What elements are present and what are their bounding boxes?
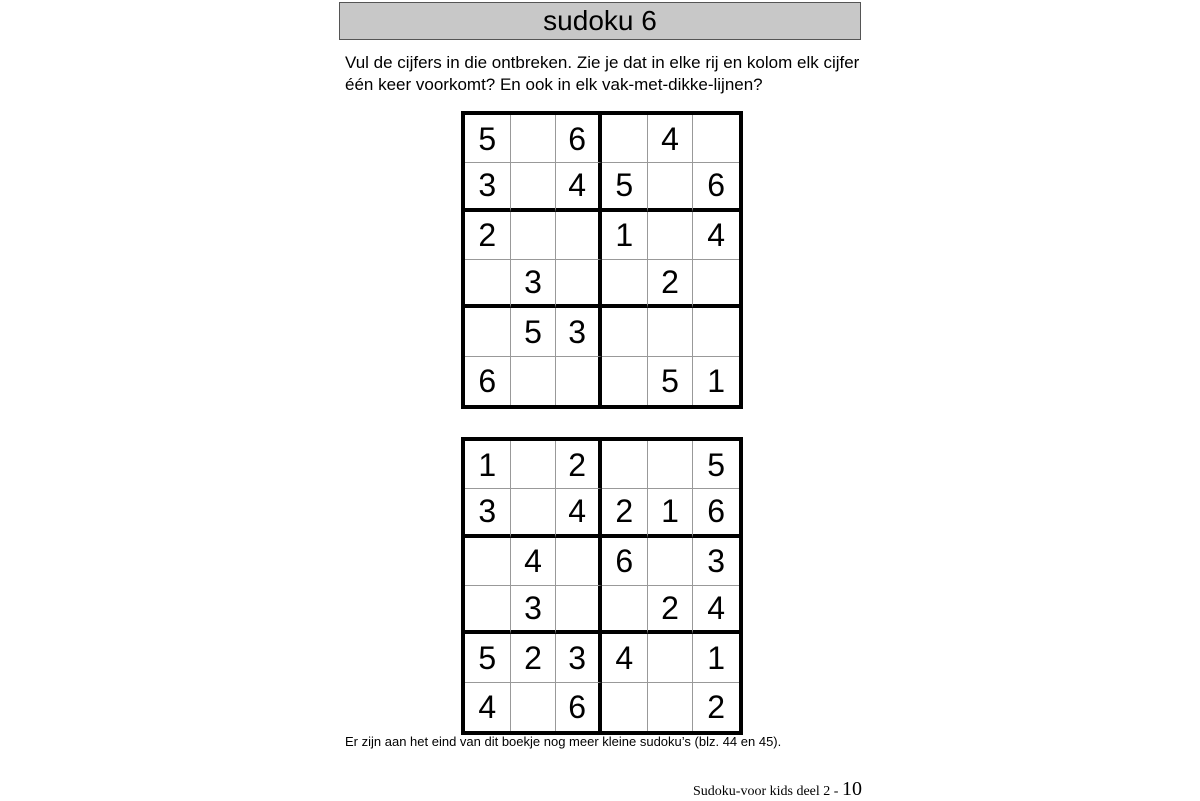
- sudoku-cell[interactable]: [556, 260, 602, 308]
- sudoku-cell[interactable]: 3: [693, 538, 739, 586]
- sudoku-cell[interactable]: [693, 308, 739, 356]
- sudoku-cell[interactable]: [602, 260, 648, 308]
- sudoku-cell[interactable]: 3: [511, 260, 557, 308]
- sudoku-cell[interactable]: 5: [693, 441, 739, 489]
- sudoku-cell[interactable]: [602, 683, 648, 731]
- sudoku-cell[interactable]: [511, 115, 557, 163]
- sudoku-cell[interactable]: 3: [556, 308, 602, 356]
- sudoku-cell[interactable]: [693, 115, 739, 163]
- page-number: 10: [841, 778, 862, 800]
- sudoku-cell[interactable]: 4: [556, 163, 602, 211]
- sudoku-cell[interactable]: 5: [465, 115, 511, 163]
- sudoku-cell[interactable]: 1: [693, 634, 739, 682]
- sudoku-cell[interactable]: 6: [693, 163, 739, 211]
- sudoku-cell[interactable]: 5: [602, 163, 648, 211]
- sudoku-cell[interactable]: [602, 357, 648, 405]
- sudoku-cell[interactable]: 6: [693, 489, 739, 537]
- sudoku-cell[interactable]: [511, 163, 557, 211]
- page-title: [339, 2, 861, 40]
- sudoku-cell[interactable]: 5: [465, 634, 511, 682]
- sudoku-cell[interactable]: [648, 308, 694, 356]
- sudoku-cell[interactable]: 4: [556, 489, 602, 537]
- sudoku-cell[interactable]: [465, 308, 511, 356]
- sudoku-cell[interactable]: [602, 308, 648, 356]
- sudoku-cell[interactable]: [648, 441, 694, 489]
- sudoku-cell[interactable]: 2: [465, 212, 511, 260]
- sudoku-cell[interactable]: 2: [648, 586, 694, 634]
- sudoku-cell[interactable]: 2: [648, 260, 694, 308]
- sudoku-cell[interactable]: [556, 212, 602, 260]
- sudoku-cell[interactable]: [511, 212, 557, 260]
- sudoku-cell[interactable]: 4: [465, 683, 511, 731]
- sudoku-cell[interactable]: 5: [511, 308, 557, 356]
- sudoku-cell[interactable]: [465, 538, 511, 586]
- sudoku-cell[interactable]: [648, 163, 694, 211]
- sudoku-cell[interactable]: [602, 586, 648, 634]
- sudoku-cell[interactable]: 6: [556, 115, 602, 163]
- sudoku-cell[interactable]: 6: [556, 683, 602, 731]
- sudoku-cell[interactable]: [511, 683, 557, 731]
- sudoku-cell[interactable]: 3: [511, 586, 557, 634]
- sudoku-cell[interactable]: 4: [693, 586, 739, 634]
- sudoku-cell[interactable]: [648, 538, 694, 586]
- sudoku-cell[interactable]: 1: [465, 441, 511, 489]
- sudoku-cell[interactable]: 2: [511, 634, 557, 682]
- title-text: sudoku 6: [543, 5, 657, 36]
- sudoku-cell[interactable]: [465, 260, 511, 308]
- sudoku-cell[interactable]: 4: [511, 538, 557, 586]
- sudoku-cell[interactable]: [693, 260, 739, 308]
- sudoku-cell[interactable]: [648, 212, 694, 260]
- page-footer: [693, 778, 862, 801]
- sudoku-cell[interactable]: [556, 357, 602, 405]
- sudoku-cell[interactable]: [648, 634, 694, 682]
- sudoku-cell[interactable]: [556, 538, 602, 586]
- sudoku-cell[interactable]: 1: [707, 362, 726, 399]
- sudoku-cell[interactable]: [465, 586, 511, 634]
- sudoku-cell[interactable]: 4: [693, 212, 739, 260]
- sudoku-cell[interactable]: [602, 115, 648, 163]
- footer-book-title: Sudoku-voor kids deel 2 -: [693, 784, 839, 799]
- sudoku-cell[interactable]: [511, 489, 557, 537]
- sudoku-cell[interactable]: 4: [648, 115, 694, 163]
- sudoku-cell[interactable]: 5: [648, 357, 694, 405]
- instructions-text: Vul de cijfers in die ontbreken. Zie je dat in elke rij en kolom elk cijfer één keer voorkomt? En ook in elk vak-met-dikke-lijnen?: [345, 53, 860, 94]
- sudoku-cell[interactable]: [648, 683, 694, 731]
- sudoku-cell[interactable]: 6: [465, 357, 511, 405]
- sudoku-cell[interactable]: [511, 441, 557, 489]
- sudoku-cell[interactable]: 2: [556, 441, 602, 489]
- sudoku-grid-1: [461, 111, 743, 409]
- sudoku-cell[interactable]: 3: [465, 163, 511, 211]
- sudoku-cell[interactable]: [602, 441, 648, 489]
- sudoku-cell[interactable]: 3: [465, 489, 511, 537]
- sudoku-cell[interactable]: 6: [602, 538, 648, 586]
- footnote-text: Er zijn aan het eind van dit boekje nog meer kleine sudoku’s (blz. 44 en 45).: [345, 734, 782, 749]
- sudoku-cell[interactable]: 3: [556, 634, 602, 682]
- sudoku-cell[interactable]: 2: [707, 688, 726, 725]
- sudoku-cell[interactable]: 1: [602, 212, 648, 260]
- sudoku-grid-2: [461, 437, 743, 735]
- sudoku-cell[interactable]: [511, 357, 557, 405]
- sudoku-cell[interactable]: [556, 586, 602, 634]
- sudoku-cell[interactable]: 4: [602, 634, 648, 682]
- sudoku-cell[interactable]: 1: [648, 489, 694, 537]
- sudoku-cell[interactable]: 2: [602, 489, 648, 537]
